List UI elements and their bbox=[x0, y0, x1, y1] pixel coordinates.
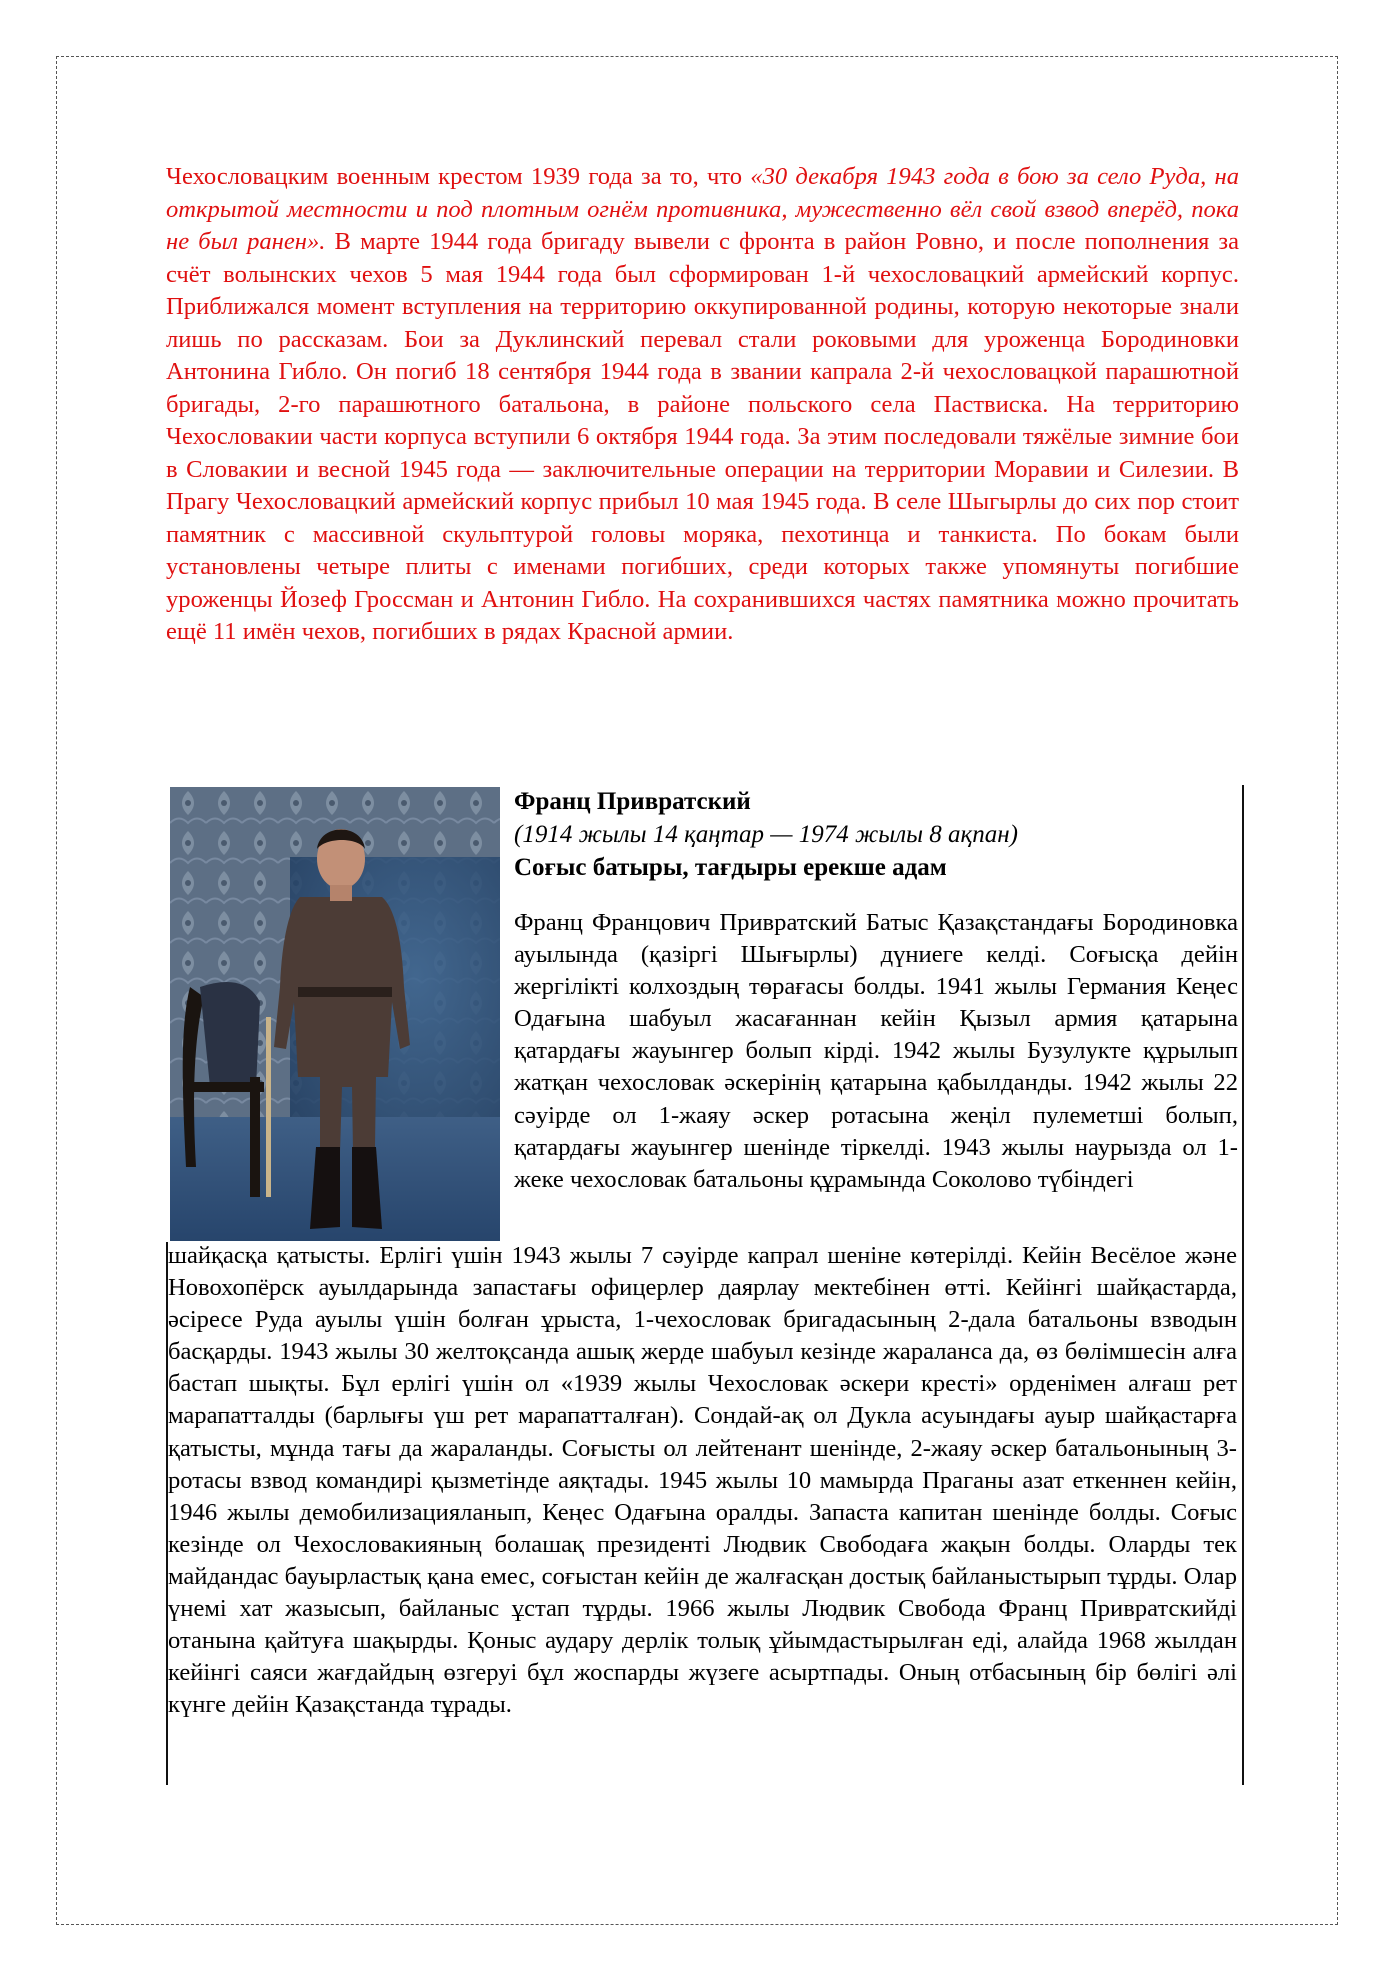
bio-dates: (1914 жылы 14 қаңтар — 1974 жылы 8 ақпан) bbox=[514, 821, 1018, 848]
biography-box bbox=[514, 785, 1242, 1196]
red-text-paragraph bbox=[166, 161, 1239, 649]
red-text-part-1: Чехословацким военным крестом 1939 года за то, что bbox=[166, 163, 751, 190]
red-text-quote: «30 декабря 1943 года в бою за село Руда, на открытой местности и под плотным огнём противника, мужественно вёл свой взвод вперёд, пока не был ранен». bbox=[166, 163, 1239, 255]
bio-text-below-photo: шайқасқа қатысты. Ерлігі үшін 1943 жылы 7 сәуірде капрал шеніне көтерілді. Кейін Весёлое және Новохопёрск ауылдарында запастағы офицерлер даярлау мектебінен өтті. Кейінгі шайқастарда, әсіресе Руда ауылы үшін болған ұрыста, 1-чехословак бригадасының 2-дала батальоны взводын басқарды. 1943 жылы 30 желтоқсанда ашық жерде шабуыл кезінде жараланса да, өз бөлімшесін алға бастап шықты. Бұл ерлігі үшін ол «1939 жылы Чехословак әскери кресті» орденімен алғаш рет марапатталды (барлығы үш рет марапатталған). Сондай-ақ ол Дукла асуындағы ауыр шайқастарға қатысты, мұнда тағы да жараланды. Соғысты ол лейтенант шенінде, 2-жаяу әскер батальонының 3-ротасы взвод командирі қызметінде аяқтады. 1945 жылы 10 мамырда Праганы азат еткеннен кейін, 1946 жылы демобилизацияланып, Кеңес Одағына оралды. Запаста капитан шенінде болды. Соғыс кезінде ол Чехословакияның болашақ президенті Людвик Свободаға жақын болды. Оларды тек майдандас бауырластық қана емес, соғыстан кейін де жалғасқан достық байланыстырып тұрды. Олар үнемі хат жазысып, байланыс ұстап тұрды. 1966 жылы Людвик Свобода Франц Привратскийді отанына қайтуға шақырды. Қоныс аудару дерлік толық ұйымдастырылған еді, алайда 1968 жылдан кейінгі саяси жағдайдың өзгеруі бұл жоспарды жүзеге асыртпады. Оның отбасының бір бөлігі әлі күнге дейін Қазақстанда тұрады. bbox=[168, 1242, 1237, 1719]
bio-subtitle: Соғыс батыры, тағдыры ерекше адам bbox=[514, 854, 947, 881]
bio-name: Франц Привратский bbox=[514, 788, 751, 815]
bio-text-beside-photo: Франц Францович Привратский Батыс Қазақстандағы Бородиновка ауылында (қазіргі Шығырлы) дүниеге келді. Соғысқа дейін жергілікті колхоздың төрағасы болды. 1941 жылы Германия Кеңес Одағына шабуыл жасағаннан кейін Қызыл армия қатарына қатардағы жауынгер болып кірді. 1942 жылы Бузулукте құрылып жатқан чехословак әскерінің қатарына қабылданды. 1942 жылы 22 сәуірде ол 1-жаяу әскер ротасына жеңіл пулеметші болып, қатардағы жауынгер шенінде тіркелді. 1943 жылы наурызда ол 1-жеке чехословак батальоны құрамында Соколово түбіндегі bbox=[514, 909, 1238, 1193]
bio-right-rule bbox=[1242, 785, 1244, 1785]
soldier-portrait-photo bbox=[170, 787, 500, 1241]
red-text-part-2: В марте 1944 года бригаду вывели с фронта в район Ровно, и после пополнения за счёт волынских чехов 5 мая 1944 года был сформирован 1-й чехословацкий армейский корпус. Приближался момент вступления на территорию оккупированной родины, которую некоторые знали лишь по рассказам. Бои за Дуклинский перевал стали роковыми для уроженца Бородиновки Антонина Гибло. Он погиб 18 сентября 1944 года в звании капрала 2-й чехословацкой парашютной бригады, 2-го парашютного батальона, в районе польского села Паствиска. На территорию Чехословакии части корпуса вступили 6 октября 1944 года. За этим последовали тяжёлые зимние бои в Словакии и весной 1945 года — заключительные операции на территории Моравии и Силезии. В Прагу Чехословацкий армейский корпус прибыл 10 мая 1945 года. В селе Шыгырлы до сих пор стоит памятник с массивной скульптурой головы моряка, пехотинца и танкиста. По бокам были установлены четыре плиты с именами погибших, среди которых также упомянуты погибшие уроженцы Йозеф Гроссман и Антонин Гибло. На сохранившихся частях памятника можно прочитать ещё 11 имён чехов, погибших в рядах Красной армии. bbox=[166, 228, 1239, 645]
